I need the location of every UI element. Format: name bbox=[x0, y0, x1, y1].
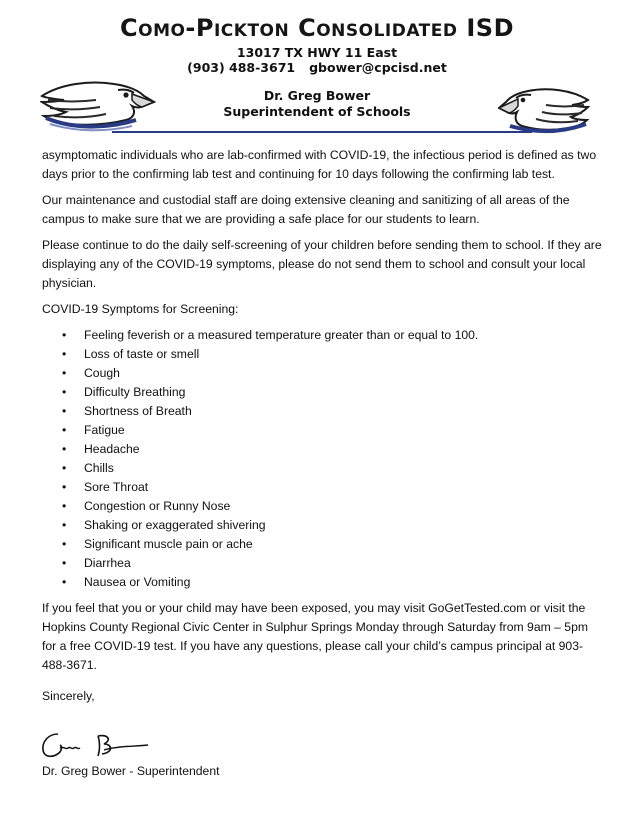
bullet-icon: • bbox=[62, 480, 67, 494]
list-item bbox=[42, 421, 604, 440]
list-item bbox=[42, 459, 604, 478]
bullet-icon: • bbox=[62, 423, 67, 437]
eagle-head-icon bbox=[40, 76, 156, 134]
salutation: Sincerely, bbox=[42, 689, 95, 703]
body-paragraph: Our maintenance and custodial staff are doing extensive cleaning and sanitizing of all areas of the campus to make sure that we are providing a safe place for our students to learn. bbox=[42, 193, 570, 226]
signature-name: Dr. Greg Bower - Superintendent bbox=[42, 764, 220, 778]
superintendent-name: Dr. Greg Bower bbox=[263, 88, 371, 103]
symptom-text: Cough bbox=[84, 366, 120, 380]
list-item bbox=[42, 383, 604, 402]
symptom-text: Sore Throat bbox=[84, 480, 149, 494]
list-item bbox=[42, 440, 604, 459]
symptoms-heading: COVID-19 Symptoms for Screening: bbox=[42, 302, 239, 316]
org-phone: (903) 488-3671 bbox=[187, 60, 296, 75]
list-item bbox=[42, 516, 604, 535]
list-item bbox=[42, 364, 604, 383]
symptom-text: Significant muscle pain or ache bbox=[84, 537, 253, 551]
org-address: 13017 TX HWY 11 East bbox=[236, 45, 398, 60]
list-item bbox=[42, 345, 604, 364]
org-contact bbox=[0, 60, 634, 75]
symptom-text: Congestion or Runny Nose bbox=[84, 499, 231, 513]
symptom-text: Loss of taste or smell bbox=[84, 347, 200, 361]
bullet-icon: • bbox=[62, 347, 67, 361]
closing-paragraph: If you feel that you or your child may have been exposed, you may visit GoGetTested.com or visit the Hopkins County Regional Civic Center in Sulphur Springs Monday through Saturday from 9am – 5pm for a free COVID-19 test. If you have any questions, please call your child’s campus principal at 903-488-3671. bbox=[42, 601, 589, 672]
org-name: Como-Pickton Consolidated ISD bbox=[120, 14, 514, 42]
eagle-head-icon bbox=[498, 84, 590, 136]
symptom-list bbox=[42, 326, 604, 592]
list-item bbox=[42, 535, 604, 554]
symptom-text: Diarrhea bbox=[84, 556, 131, 570]
bullet-icon: • bbox=[62, 385, 67, 399]
symptom-text: Chills bbox=[84, 461, 114, 475]
handwritten-signature bbox=[38, 728, 168, 764]
list-item bbox=[42, 478, 604, 497]
bullet-icon: • bbox=[62, 575, 67, 589]
list-item bbox=[42, 402, 604, 421]
superintendent-title: Superintendent of Schools bbox=[223, 104, 411, 119]
letterhead-rule bbox=[112, 131, 532, 133]
org-email: gbower@cpcisd.net bbox=[309, 60, 447, 75]
list-item bbox=[42, 326, 604, 345]
bullet-icon: • bbox=[62, 366, 67, 380]
bullet-icon: • bbox=[62, 442, 67, 456]
symptom-text: Fatigue bbox=[84, 423, 125, 437]
list-item bbox=[42, 554, 604, 573]
symptom-text: Nausea or Vomiting bbox=[84, 575, 191, 589]
bullet-icon: • bbox=[62, 537, 67, 551]
list-item bbox=[42, 497, 604, 516]
symptom-text: Shaking or exaggerated shivering bbox=[84, 518, 266, 532]
list-item bbox=[42, 573, 604, 592]
bullet-icon: • bbox=[62, 499, 67, 513]
symptom-text: Headache bbox=[84, 442, 140, 456]
bullet-icon: • bbox=[62, 461, 67, 475]
letter-body bbox=[42, 146, 604, 713]
bullet-icon: • bbox=[62, 518, 67, 532]
body-paragraph: asymptomatic individuals who are lab-confirmed with COVID-19, the infectious period is defined as two days prior to the confirming lab test and continuing for 10 days following the confirming lab test. bbox=[42, 148, 597, 181]
bullet-icon: • bbox=[62, 328, 67, 342]
symptom-text: Shortness of Breath bbox=[84, 404, 192, 418]
body-paragraph: Please continue to do the daily self-screening of your children before sending them to school. If they are displaying any of the COVID-19 symptoms, please do not send them to school and consult your local physician. bbox=[42, 238, 602, 290]
symptom-text: Feeling feverish or a measured temperature greater than or equal to 100. bbox=[84, 328, 479, 342]
bullet-icon: • bbox=[62, 556, 67, 570]
bullet-icon: • bbox=[62, 404, 67, 418]
symptom-text: Difficulty Breathing bbox=[84, 385, 186, 399]
